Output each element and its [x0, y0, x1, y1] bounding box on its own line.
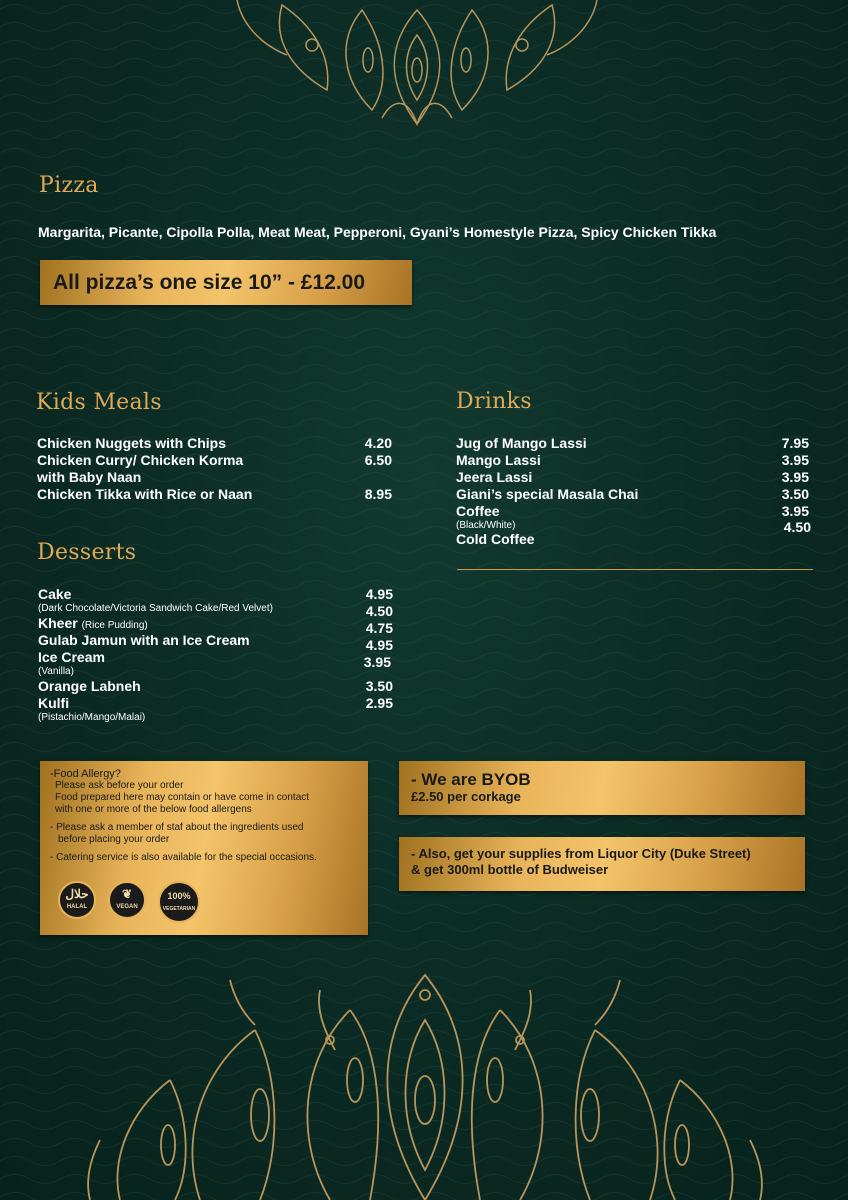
dessert-item: Kheer (Rice Pudding) [38, 615, 148, 631]
allergy-line: before placing your order [58, 834, 170, 845]
kids-item-price: 4.20 [364, 435, 392, 451]
dessert-item-note: (Dark Chocolate/Victoria Sandwich Cake/Red Velvet) [38, 603, 273, 614]
dessert-item-price: 4.75 [365, 620, 393, 636]
food-allergy-box [40, 761, 368, 935]
allergy-title: -Food Allergy? [50, 768, 121, 780]
dessert-item: Cake (Dark Chocolate/Victoria Sandwich Cake/Red Velvet) [38, 586, 273, 614]
byob-corkage: £2.50 per corkage [411, 789, 521, 804]
allergy-line: with one or more of the below food allergens [55, 804, 252, 815]
allergy-line: - Catering service is also available for the special occasions. [50, 852, 317, 863]
allergy-line: Food prepared here may contain or have come in contact [55, 792, 310, 803]
dessert-item: Kulfi (Pistachio/Mango/Malai) [38, 695, 146, 723]
allergy-line: Please ask before your order [55, 780, 184, 791]
drinks-item: Cold Coffee [456, 531, 535, 547]
dessert-item-price: 4.50 [365, 603, 393, 619]
drinks-divider [457, 569, 813, 570]
kids-item [37, 486, 252, 503]
dessert-item: Ice Cream (Vanilla) [38, 649, 105, 677]
vegetarian-icon: 100% VEGETARIAN [158, 881, 200, 923]
drinks-item-price: 3.95 [781, 452, 809, 468]
allergy-line: - Please ask a member of staf about the ingredients used [50, 822, 304, 833]
kids-item-price: 8.95 [364, 486, 392, 502]
kids-item-name-cont: with Baby Naan [37, 469, 142, 485]
kids-item [37, 452, 243, 486]
dessert-item-note: (Pistachio/Mango/Malai) [38, 712, 146, 723]
drinks-item-price: 3.95 [781, 469, 809, 485]
dessert-item-price: 3.95 [363, 654, 391, 670]
drinks-item: Mango Lassi [456, 452, 541, 468]
desserts-heading: Desserts [37, 540, 137, 565]
drinks-item: Coffee (Black/White) [456, 503, 516, 531]
top-mandala-ornament [232, 0, 602, 126]
dietary-badges [58, 881, 200, 923]
drinks-item-price: 4.50 [783, 519, 811, 535]
byob-box [399, 761, 805, 815]
dessert-item: Gulab Jamun with an Ice Cream [38, 632, 250, 648]
vegan-icon: ❦ VEGAN [108, 881, 146, 919]
liquor-line: & get 300ml bottle of Budweiser [411, 862, 609, 877]
drinks-item: Jug of Mango Lassi [456, 435, 587, 451]
kids-meals-heading: Kids Meals [36, 390, 162, 415]
drinks-item: Giani’s special Masala Chai [456, 486, 639, 502]
liquor-city-box [399, 837, 805, 891]
byob-title: - We are BYOB [411, 770, 531, 789]
pizza-varieties: Margarita, Picante, Cipolla Polla, Meat Meat, Pepperoni, Gyani’s Homestyle Pizza, Spicy Chicken Tikka [38, 224, 717, 240]
dessert-item-note: (Vanilla) [38, 666, 74, 677]
drinks-item-price: 3.95 [781, 503, 809, 519]
drinks-item-price: 3.50 [781, 486, 809, 502]
dessert-item-price: 4.95 [365, 586, 393, 602]
dessert-item-note: (Rice Pudding) [81, 620, 148, 631]
kids-item-name: Chicken Nuggets with Chips [37, 435, 227, 451]
dessert-item-price: 2.95 [365, 695, 393, 711]
kids-item-name: Chicken Tikka with Rice or Naan [37, 486, 253, 502]
drinks-heading: Drinks [456, 389, 532, 414]
drinks-item-note: (Black/White) [456, 520, 516, 531]
liquor-line: - Also, get your supplies from Liquor City (Duke Street) [411, 846, 751, 861]
kids-item-name: Chicken Curry/ Chicken Korma [37, 452, 244, 468]
bottom-mandala-ornament [80, 970, 770, 1200]
kids-item-price: 6.50 [364, 452, 392, 468]
kids-item [37, 435, 226, 452]
pizza-price-banner: All pizza’s one size 10” - £12.00 [40, 260, 412, 305]
halal-icon: حلال HALAL [58, 881, 96, 919]
dessert-item-price: 3.50 [365, 678, 393, 694]
pizza-heading: Pizza [39, 173, 99, 198]
dessert-item-price: 4.95 [365, 637, 393, 653]
drinks-item: Jeera Lassi [456, 469, 533, 485]
drinks-item-price: 7.95 [781, 435, 809, 451]
dessert-item: Orange Labneh [38, 678, 141, 694]
